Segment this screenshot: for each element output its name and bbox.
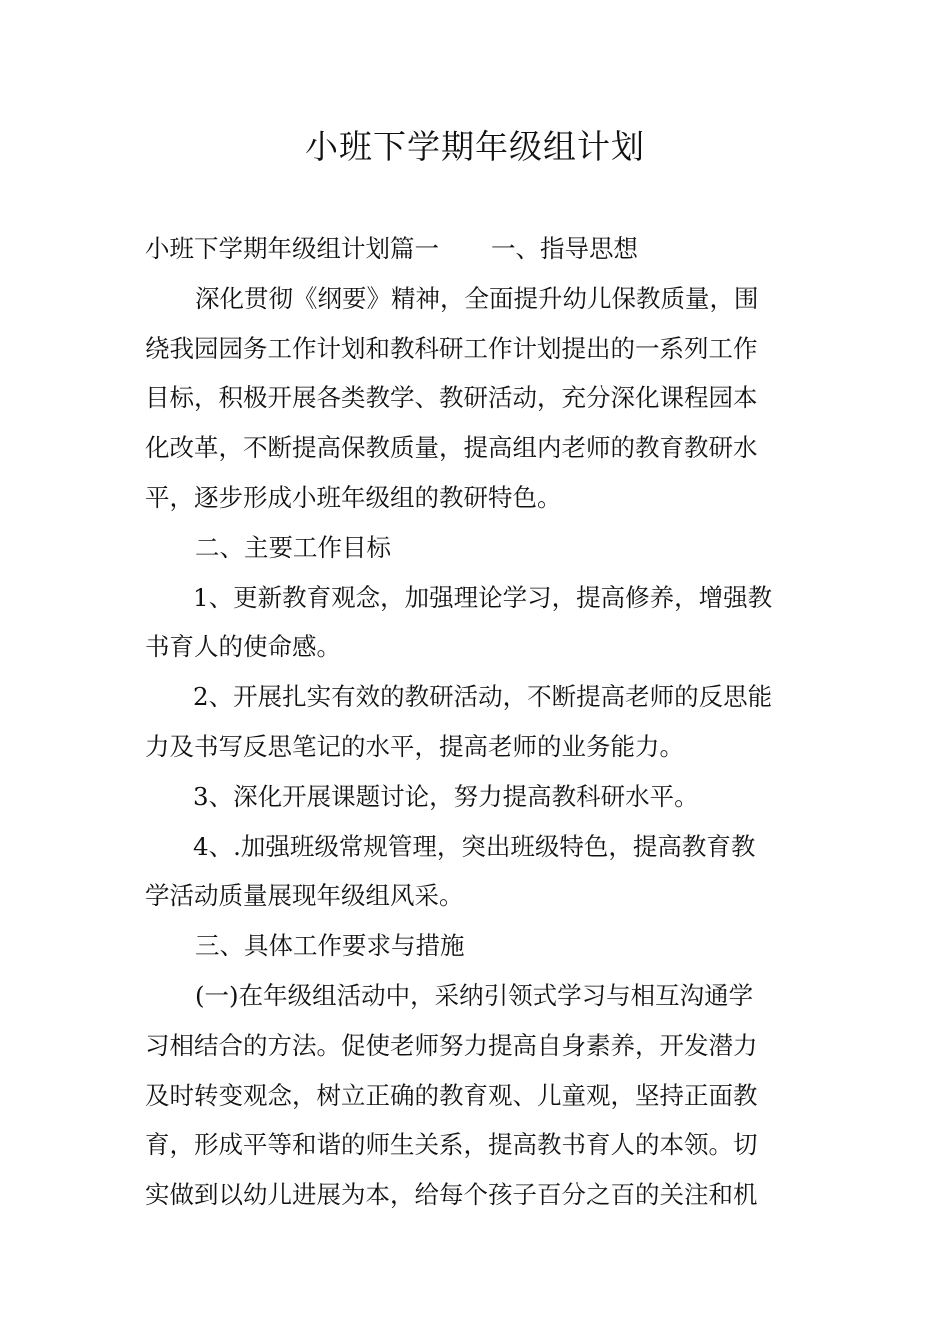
text-line — [145, 224, 810, 274]
text-line: 平，逐步形成小班年级组的教研特色。 — [145, 482, 562, 512]
section-heading: 小班下学期年级组计划篇一 — [145, 234, 439, 263]
section-subheading: 一、指导思想 — [491, 234, 638, 263]
text-line: 化改革，不断提高保教质量，提高组内老师的教育教研水 — [145, 433, 758, 463]
text-line: 学活动质量展现年级组风采。 — [145, 881, 464, 911]
text-line: 绕我园园务工作计划和教科研工作计划提出的一系列工作 — [145, 333, 758, 363]
text-line: 及时转变观念，树立正确的教育观、儿童观，坚持正面教 — [145, 1080, 758, 1110]
text-line: 2、开展扎实有效的教研活动，不断提高老师的反思能 — [193, 682, 773, 712]
document-body — [145, 224, 810, 1220]
section-heading: 三、具体工作要求与措施 — [195, 931, 465, 961]
text-line: 目标，积极开展各类教学、教研活动，充分深化课程园本 — [145, 383, 758, 413]
text-line: 实做到以幼儿进展为本，给每个孩子百分之百的关注和机 — [145, 1180, 758, 1210]
text-line: 习相结合的方法。促使老师努力提高自身素养，开发潜力 — [145, 1030, 758, 1060]
text-line: 书育人的使命感。 — [145, 632, 341, 662]
text-line: 3、深化开展课题讨论，努力提高教科研水平。 — [193, 781, 699, 811]
text-line: (一)在年级组活动中，采纳引领式学习与相互沟通学 — [195, 980, 754, 1010]
text-line: 力及书写反思笔记的水平，提高老师的业务能力。 — [145, 731, 684, 761]
text-line: 1、更新教育观念，加强理论学习，提高修养，增强教 — [193, 582, 773, 612]
document-title: 小班下学期年级组计划 — [305, 127, 645, 166]
section-heading: 二、主要工作目标 — [195, 532, 391, 562]
text-line: 4、.加强班级常规管理，突出班级特色，提高教育教 — [193, 831, 756, 861]
text-line: 深化贯彻《纲要》精神，全面提升幼儿保教质量，围 — [195, 283, 759, 313]
text-line: 育，形成平等和谐的师生关系，提高教书育人的本领。切 — [145, 1130, 758, 1160]
